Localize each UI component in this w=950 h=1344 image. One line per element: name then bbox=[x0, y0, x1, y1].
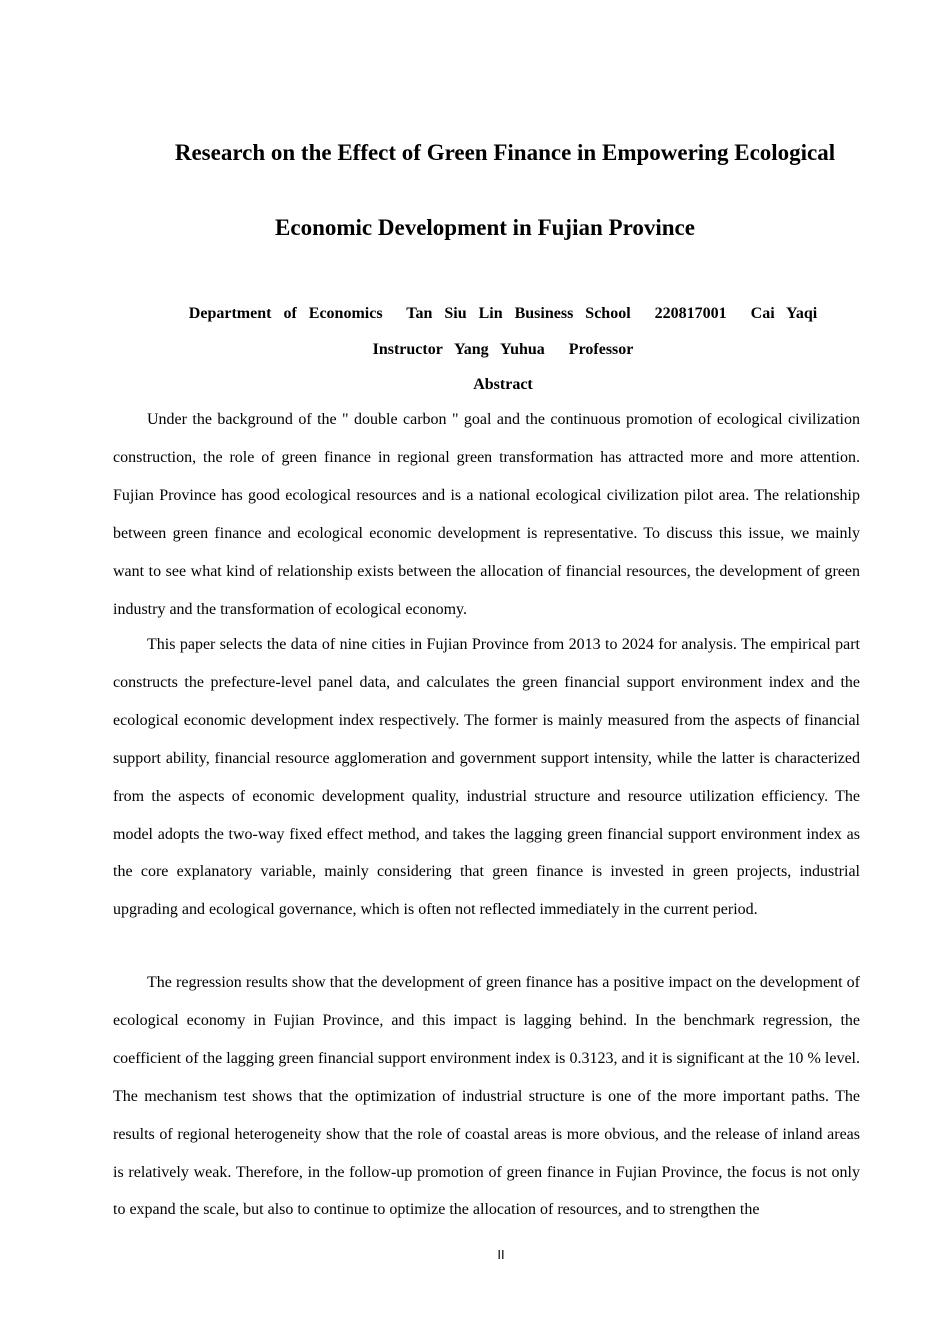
page-number: II bbox=[497, 1247, 505, 1262]
abstract-paragraph-1 bbox=[113, 401, 860, 628]
abstract-paragraph-3 bbox=[113, 964, 860, 1229]
abstract-heading: Abstract bbox=[473, 376, 533, 393]
author-info: Department of Economics Tan Siu Lin Business School 220817001 Cai Yaqi bbox=[188, 305, 818, 322]
paragraph-text: This paper selects the data of nine cities in Fujian Province from 2013 to 2024 for analysis. The empirical part constructs the prefecture-level panel data, and calculates the green financial support environment index and the ecological economic development index respectively. The former is mainly measured from the aspects of financial support ability, financial resource agglomeration and government support intensity, while the latter is characterized from the aspects of economic development quality, industrial structure and resource utilization efficiency. The model adopts the two-way fixed effect method, and takes the lagging green financial support environment index as the core explanatory variable, mainly considering that green finance is invested in green projects, industrial upgrading and ecological governance, which is often not reflected immediately in the current period. bbox=[113, 636, 860, 919]
title-line-2: Economic Development in Fujian Province bbox=[275, 215, 695, 240]
instructor-info: Instructor Yang Yuhua Professor bbox=[372, 341, 634, 358]
abstract-paragraph-2 bbox=[113, 626, 860, 929]
title-line-1: Research on the Effect of Green Finance in Empowering Ecological bbox=[174, 140, 836, 165]
paragraph-text: Under the background of the " double carbon " goal and the continuous promotion of ecological civilization construction, the role of green finance in regional green transformation has attracted more and more attention. Fujian Province has good ecological resources and is a national ecological civilization pilot area. The relationship between green finance and ecological economic development is representative. To discuss this issue, we mainly want to see what kind of relationship exists between the allocation of financial resources, the development of green industry and the transformation of ecological economy. bbox=[113, 411, 860, 618]
paragraph-text: The regression results show that the development of green finance has a positive impact on the development of ecological economy in Fujian Province, and this impact is lagging behind. In the benchmark regression, the coefficient of the lagging green financial support environment index is 0.3123, and it is significant at the 10 % level. The mechanism test shows that the optimization of industrial structure is one of the more important paths. The results of regional heterogeneity show that the role of coastal areas is more obvious, and the release of inland areas is relatively weak. Therefore, in the follow-up promotion of green finance in Fujian Province, the focus is not only to expand the scale, but also to continue to optimize the allocation of resources, and to strengthen the bbox=[113, 974, 860, 1219]
